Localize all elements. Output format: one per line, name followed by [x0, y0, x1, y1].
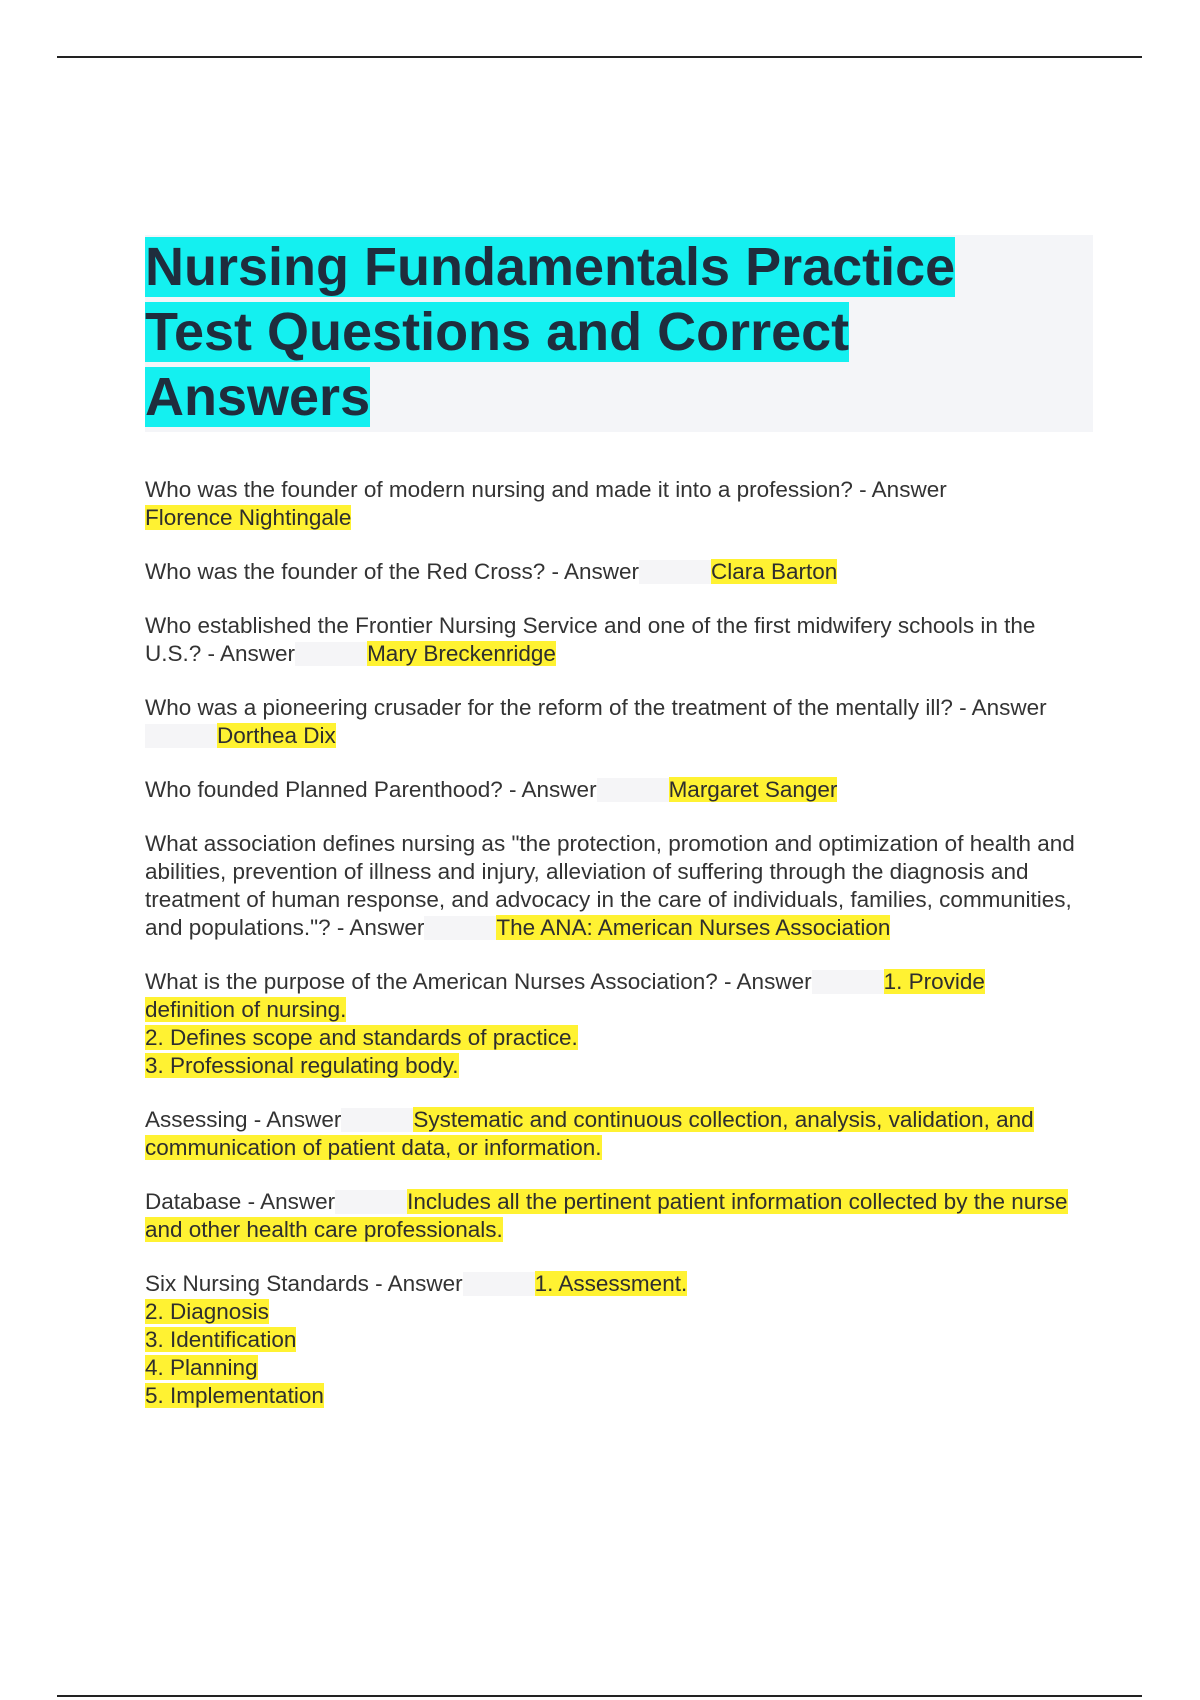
- answer-text: Systematic and continuous collection, analysis, validation, and communication of patient data, or information.: [145, 1107, 1034, 1160]
- answer-gap: [639, 560, 711, 584]
- question-text: Six Nursing Standards - Answer: [145, 1271, 463, 1296]
- qa-item: [145, 1188, 1075, 1244]
- answer-text: The ANA: American Nurses Association: [496, 915, 891, 940]
- answer-gap: [145, 724, 217, 748]
- question-text: Database - Answer: [145, 1189, 336, 1214]
- question-text: Assessing - Answer: [145, 1107, 342, 1132]
- title-line: Nursing Fundamentals Practice: [145, 237, 956, 297]
- answer-text: 1. Provide definition of nursing.: [145, 969, 985, 1022]
- answer-gap: [597, 778, 669, 802]
- bottom-rule: [57, 1695, 1142, 1697]
- answer-gap: [424, 916, 496, 940]
- qa-item: [145, 830, 1075, 942]
- question-text: Who established the Frontier Nursing Service and one of the first midwifery schools in the U.S.? - Answer: [145, 613, 1036, 666]
- question-text: Who founded Planned Parenthood? - Answer: [145, 777, 597, 802]
- question-text: Who was the founder of the Red Cross? - Answer: [145, 559, 639, 584]
- answer-text: 2. Defines scope and standards of practice.: [145, 1025, 578, 1050]
- answer-text: Florence Nightingale: [145, 505, 352, 530]
- answer-text: 5. Implementation: [145, 1383, 324, 1408]
- answer-text: 1. Assessment.: [534, 1271, 688, 1296]
- qa-item: [145, 1270, 1075, 1410]
- title-line: Test Questions and Correct: [145, 302, 850, 362]
- qa-item: [145, 558, 1075, 586]
- qa-item: [145, 968, 1075, 1080]
- qa-item: [145, 476, 1075, 532]
- question-text: Who was a pioneering crusader for the reform of the treatment of the mentally ill? - Answer: [145, 695, 1047, 720]
- answer-gap: [463, 1272, 535, 1296]
- answer-text: Margaret Sanger: [668, 777, 838, 802]
- qa-item: [145, 776, 1075, 804]
- answer-gap: [341, 1108, 413, 1132]
- title-block: [145, 235, 1093, 432]
- answer-gap: [295, 642, 367, 666]
- answer-text: 3. Identification: [145, 1327, 297, 1352]
- answer-text: Mary Breckenridge: [367, 641, 556, 666]
- top-rule: [57, 56, 1142, 58]
- answer-text: 2. Diagnosis: [145, 1299, 269, 1324]
- qa-list: [145, 476, 1075, 1436]
- document-title: [145, 235, 1093, 430]
- qa-item: [145, 612, 1075, 668]
- answer-text: Clara Barton: [711, 559, 838, 584]
- title-line: Answers: [145, 367, 371, 427]
- question-text: What association defines nursing as "the protection, promotion and optimization of health and abilities, prevention of illness and injury, alleviation of suffering through the diagnosis and treatment of human response, and advocacy in the care of individuals, families, communities, and populations."? - Answer: [145, 831, 1075, 940]
- answer-text: 3. Professional regulating body.: [145, 1053, 459, 1078]
- answer-text: Includes all the pertinent patient information collected by the nurse and other health care professionals.: [145, 1189, 1068, 1242]
- answer-gap: [812, 970, 884, 994]
- question-text: Who was the founder of modern nursing and made it into a profession? - Answer: [145, 477, 947, 502]
- qa-item: [145, 694, 1075, 750]
- answer-gap: [335, 1190, 407, 1214]
- answer-text: Dorthea Dix: [217, 723, 336, 748]
- qa-item: [145, 1106, 1075, 1162]
- answer-text: 4. Planning: [145, 1355, 258, 1380]
- question-text: What is the purpose of the American Nurses Association? - Answer: [145, 969, 812, 994]
